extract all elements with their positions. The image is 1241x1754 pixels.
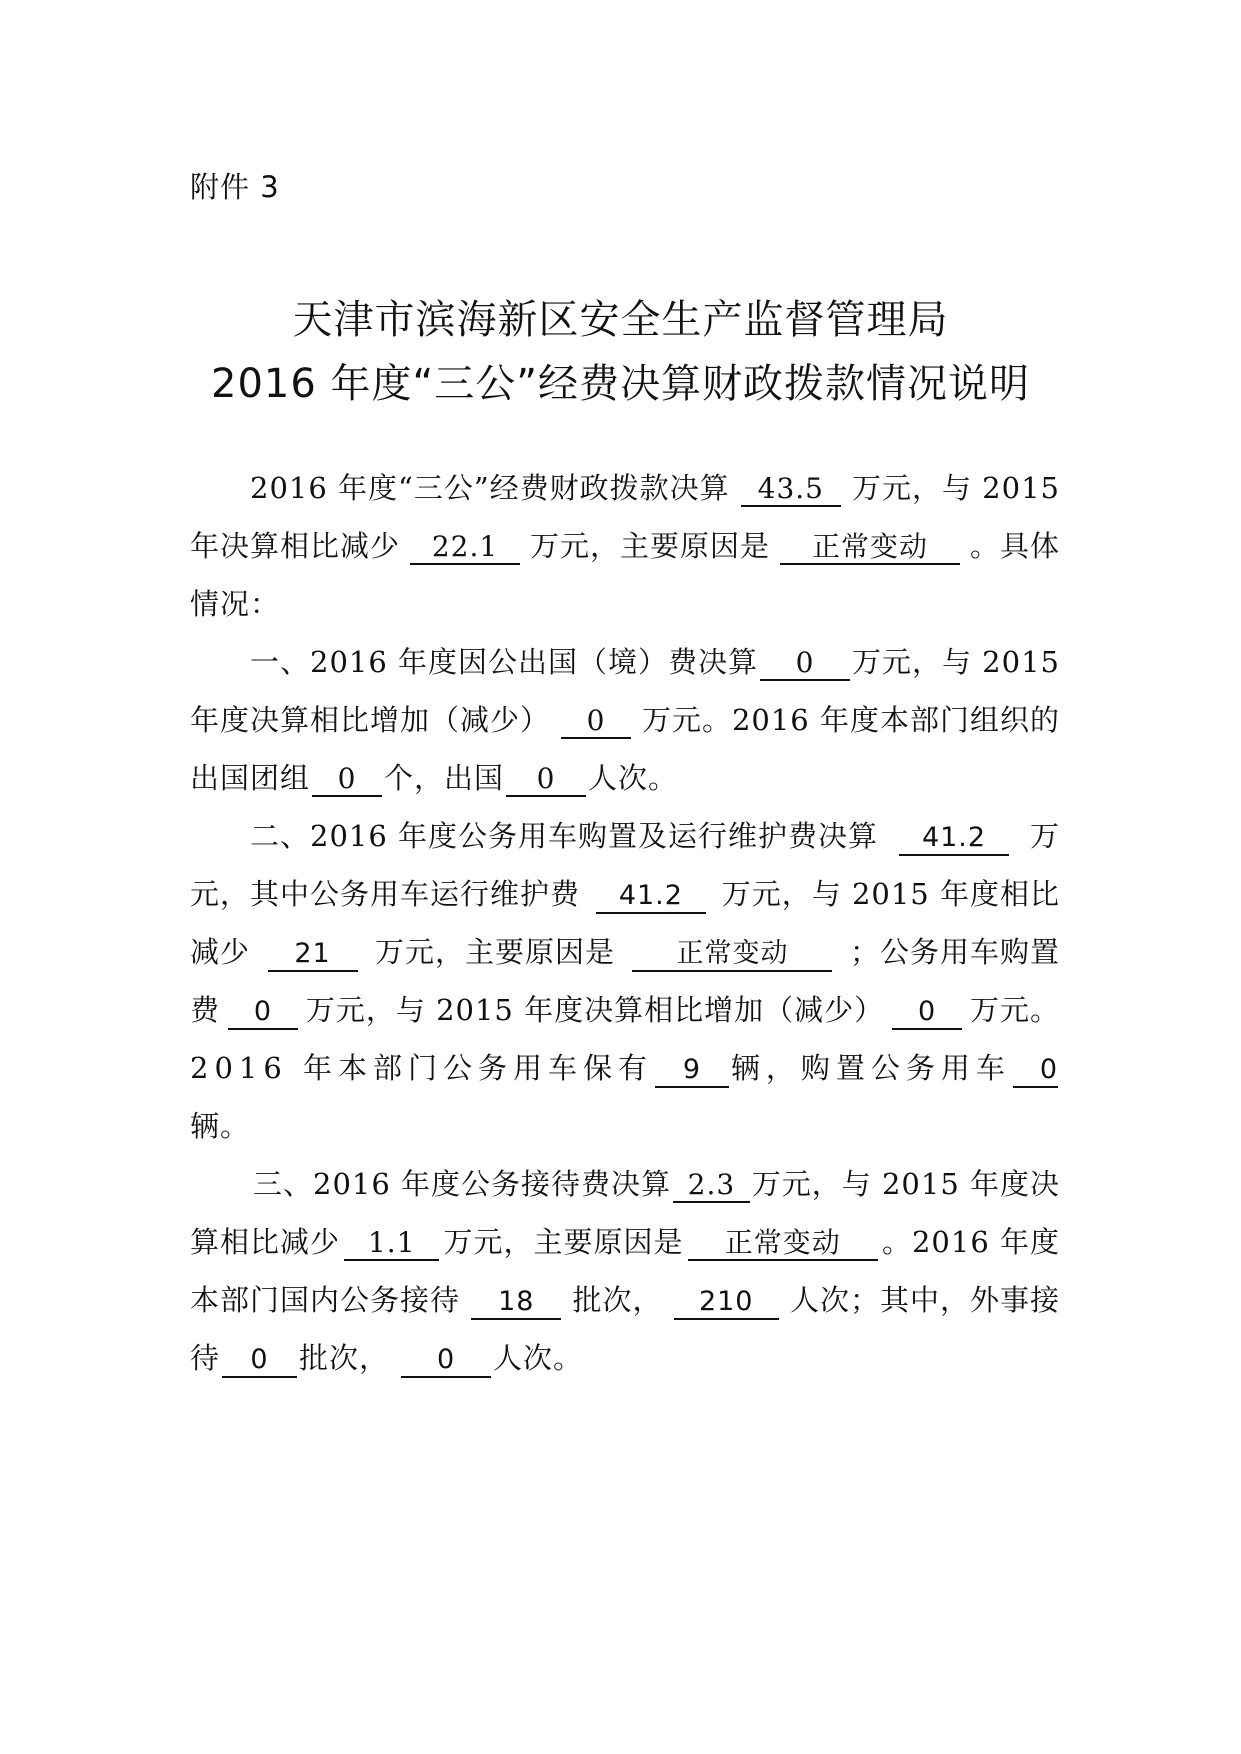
section1-text: 万元，与 2015 <box>851 645 1060 679</box>
intro-line-3 <box>190 584 1060 624</box>
intro-total-value: 43.5 <box>741 473 841 507</box>
section3-reason-value: 正常变动 <box>688 1227 878 1261</box>
document-title-line-2: 2016 年度“三公”经费决算财政拨款情况说明 <box>211 361 1030 407</box>
section2-text: 辆。 <box>190 1109 251 1143</box>
section1-text: 一、2016 年度因公出国（境）费决算 <box>250 645 759 679</box>
section1-text: 年度决算相比增加（减少） <box>190 703 551 737</box>
section2-amount-value: 41.2 <box>899 822 1009 856</box>
section2-text: 减少 <box>190 935 251 969</box>
section3-line-4 <box>190 1338 1060 1378</box>
section2-text: 二、2016 年度公务用车购置及运行维护费决算 <box>250 819 879 853</box>
section1-line-2 <box>190 700 1060 740</box>
section2-text: 万元，与 2015 年度相比 <box>721 877 1060 911</box>
section3-text: 待 <box>190 1341 221 1375</box>
section2-text: ；公务用车购置 <box>849 935 1060 969</box>
section3-text: 本部门国内公务接待 <box>190 1283 461 1317</box>
section1-text: 个，出国 <box>384 761 505 795</box>
intro-line-1 <box>250 468 1060 508</box>
section3-foreign-persons-value: 0 <box>401 1344 491 1378</box>
intro-text: 年决算相比减少 <box>190 529 401 563</box>
section3-text: 人次。 <box>493 1341 584 1375</box>
section2-text: 费 <box>190 993 221 1027</box>
section2-text: 辆，购置公务用车 <box>730 1051 1011 1085</box>
section2-text: 2016 年本部门公务用车保有 <box>190 1051 654 1085</box>
section3-batches-value: 18 <box>471 1286 561 1320</box>
section2-text: 万 <box>1029 819 1060 853</box>
section3-text: 批次， <box>572 1283 663 1317</box>
section2-line-1 <box>250 816 1060 856</box>
intro-text: 2016 年度“三公”经费财政拨款决算 <box>250 471 730 505</box>
section1-line-1 <box>250 642 1060 682</box>
section3-text: 万元，与 2015 年度决 <box>751 1167 1060 1201</box>
section3-amount-value: 2.3 <box>673 1169 750 1203</box>
section2-purchase-value: 0 <box>228 996 298 1030</box>
section1-text: 万元。2016 年度本部门组织的 <box>641 703 1060 737</box>
section2-text: 万元。 <box>969 993 1060 1027</box>
intro-line-2 <box>190 526 1060 566</box>
section3-text: 人次；其中，外事接 <box>789 1283 1060 1317</box>
section3-text: 算相比减少 <box>190 1225 341 1259</box>
section2-purchase-change-value: 0 <box>892 996 962 1030</box>
section1-amount-value: 0 <box>760 647 850 681</box>
section1-groups-value: 0 <box>312 763 382 797</box>
section2-line-2 <box>190 874 1060 914</box>
section3-line-1 <box>253 1164 1060 1204</box>
intro-text: 。具体 <box>969 529 1060 563</box>
section3-text: 三、2016 年度公务接待费决算 <box>253 1167 672 1201</box>
intro-text: 万元，与 2015 <box>851 471 1060 505</box>
section1-text: 人次。 <box>588 761 679 795</box>
section2-purchased-value: 0 <box>1013 1054 1058 1088</box>
section2-reason-value: 正常变动 <box>632 938 832 972</box>
section3-foreign-batches-value: 0 <box>222 1344 297 1378</box>
section2-maintenance-value: 41.2 <box>596 880 706 914</box>
section3-line-2 <box>190 1222 1060 1262</box>
section2-text: 元，其中公务用车运行维护费 <box>190 877 581 911</box>
section3-persons-value: 210 <box>674 1286 779 1320</box>
section1-text: 出国团组 <box>190 761 311 795</box>
section2-vehicles-value: 9 <box>655 1054 729 1088</box>
section3-decrease-value: 1.1 <box>344 1227 439 1261</box>
section2-line-6 <box>190 1106 1060 1146</box>
intro-text: 万元，主要原因是 <box>529 529 770 563</box>
intro-decrease-value: 22.1 <box>410 531 520 565</box>
intro-reason-value: 正常变动 <box>780 531 960 565</box>
section1-persons-value: 0 <box>506 763 586 797</box>
intro-text: 情况： <box>190 587 281 621</box>
section2-line-3 <box>190 932 1060 972</box>
section2-text: 万元，与 2015 年度决算相比增加（减少） <box>305 993 885 1027</box>
document-title-line-1: 天津市滨海新区安全生产监督管理局 <box>292 297 949 343</box>
section2-decrease-value: 21 <box>268 938 358 972</box>
section3-text: 批次， <box>299 1341 390 1375</box>
section3-text: 万元，主要原因是 <box>443 1225 684 1259</box>
section2-line-4 <box>190 990 1060 1030</box>
section1-change-value: 0 <box>561 705 631 739</box>
attachment-label: 附件 3 <box>190 170 280 204</box>
section3-line-3 <box>190 1280 1060 1320</box>
section1-line-3 <box>190 758 1060 798</box>
section2-text: 万元，主要原因是 <box>374 935 615 969</box>
section3-text: 。2016 年度 <box>881 1225 1060 1259</box>
section2-line-5 <box>190 1048 1060 1088</box>
